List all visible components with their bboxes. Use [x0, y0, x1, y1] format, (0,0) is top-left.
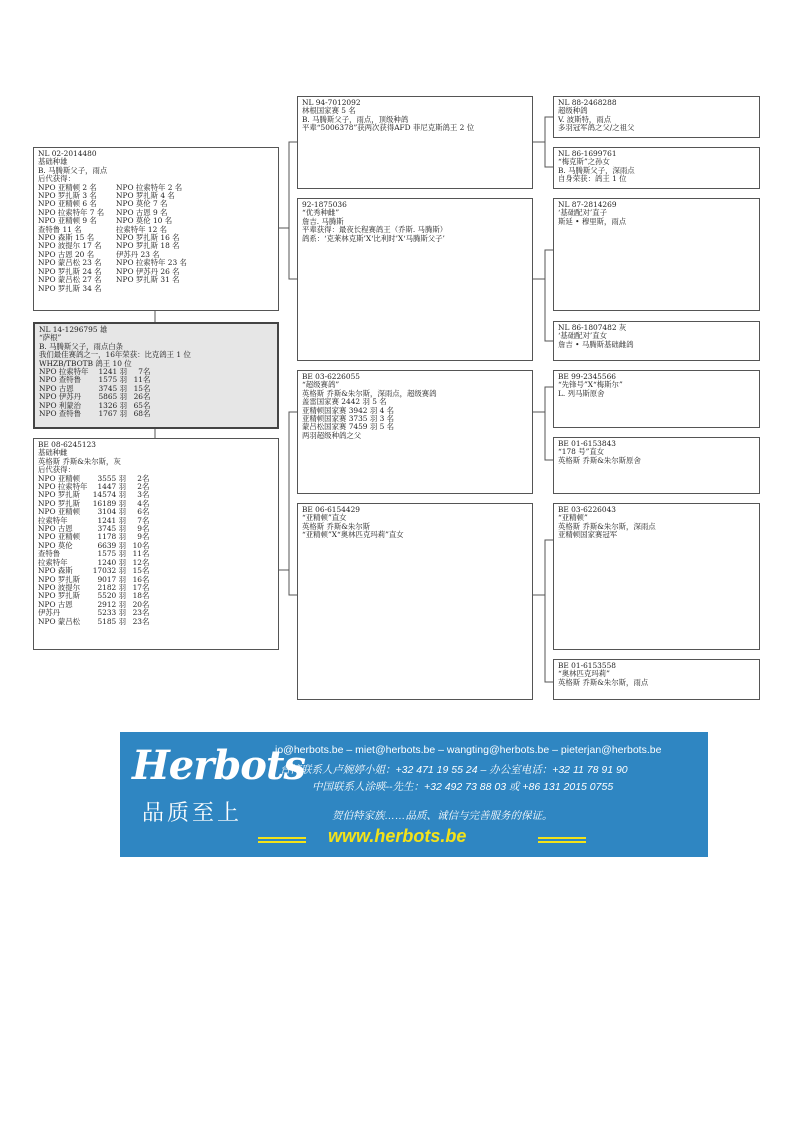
ring-number: NL 88-2468288 — [558, 98, 617, 107]
pedigree-line: 英格斯 乔斯&朱尔斯，雨点 — [558, 677, 649, 687]
banner-phone-china: 中国联系人涂暎--先生：+32 492 73 88 03 或 +86 131 2015 0755 — [312, 781, 614, 793]
dam-line: 英格斯 乔斯&朱尔斯，灰 — [38, 456, 121, 466]
pedigree-line: 蒙吕松国家赛 7459 羽 5 名 — [302, 422, 395, 432]
result-cell: 名 — [142, 557, 150, 567]
great-grandparent-card-1 — [553, 96, 760, 138]
pedigree-line: 两羽超级种鸽之父 — [302, 430, 362, 440]
result-cell: 1447 羽 — [97, 482, 126, 492]
pedigree-line: 盖雷国家赛 2442 羽 5 名 — [302, 397, 387, 407]
result-cell: 11 — [132, 549, 142, 559]
result-cell: 拉索特年 — [38, 515, 68, 525]
result-cell: 查特鲁 11 名 — [38, 224, 82, 234]
pedigree-line: “奥林匹克玛莉” — [558, 669, 610, 679]
pedigree-line: “亚精顿” — [558, 513, 588, 523]
banner-divider-right — [538, 837, 586, 839]
pedigree-line: 平辈获得：最夜长程赛鸽王（乔斯. 马腾斯） — [302, 225, 448, 235]
result-cell: 4 — [137, 498, 142, 508]
pedigree-line: ‘基础配对’直女 — [558, 331, 608, 341]
result-cell: 17 — [132, 582, 142, 592]
great-grandparent-card-8 — [553, 659, 760, 700]
ring-number: BE 99-2345566 — [558, 372, 616, 381]
result-cell: 20 — [132, 599, 142, 609]
grandsire-maternal-card — [297, 370, 533, 494]
herbots-logo: Herbots — [132, 742, 305, 789]
subject-line: 我们最佳赛鸽之一，16年荣获：比克鸽王 1 位 — [39, 350, 191, 360]
result-cell: 1241 羽 — [98, 367, 127, 377]
result-cell: 名 — [143, 409, 151, 419]
dam-line: 基础种雌 — [38, 448, 68, 458]
pedigree-line: V. 波斯特，雨点 — [558, 114, 612, 124]
result-cell: 3745 羽 — [97, 524, 126, 534]
result-cell: 名 — [142, 473, 150, 483]
result-cell: NPO 罗扎斯 — [38, 574, 81, 584]
result-cell: 15 — [132, 566, 142, 576]
great-grandparent-card-7 — [553, 503, 760, 650]
result-cell: NPO 罗扎斯 24 名 — [38, 266, 102, 276]
result-cell: 9 — [137, 532, 142, 542]
result-cell: 伊苏丹 — [38, 608, 61, 618]
result-cell: 1241 羽 — [97, 515, 126, 525]
result-cell: 名 — [142, 574, 150, 584]
result-cell: NPO 查特鲁 — [39, 409, 82, 419]
result-cell: NPO 伊苏丹 26 名 — [116, 266, 180, 276]
result-cell: 名 — [142, 498, 150, 508]
result-cell: 6639 羽 — [97, 540, 126, 550]
result-cell: 名 — [143, 367, 151, 377]
result-cell: 名 — [143, 375, 151, 385]
pedigree-line: 鸽系：‘克莱林克斯’X‘比利时’X‘马腾斯父子’ — [302, 233, 445, 243]
result-cell: 3 — [137, 490, 142, 500]
result-cell: 10 — [132, 540, 142, 550]
result-cell: 5865 羽 — [98, 392, 127, 402]
result-cell: NPO 罗扎斯 — [38, 591, 81, 601]
result-cell: NPO 亚精顿 6 名 — [38, 199, 97, 209]
subject-ring-number: NL 14-1296795 雄 — [39, 325, 108, 334]
result-cell: 3555 羽 — [97, 473, 126, 483]
result-cell: 17032 羽 — [92, 566, 126, 576]
result-cell: 伊苏丹 23 名 — [116, 249, 160, 259]
result-cell: 名 — [142, 524, 150, 534]
result-cell: 3104 羽 — [97, 507, 126, 517]
pedigree-line: “优秀种雌” — [302, 208, 340, 218]
result-cell: 16 — [132, 574, 142, 584]
pedigree-line: B. 马腾斯父子，深雨点 — [558, 165, 635, 175]
result-cell: NPO 罗扎斯 3 名 — [38, 191, 97, 201]
result-cell: 拉索特年 — [38, 557, 68, 567]
sire-results — [38, 184, 274, 293]
subject-results — [39, 368, 273, 418]
pedigree-line: 詹吉 • 马腾斯基础雌鸽 — [558, 339, 634, 349]
result-cell: NPO 亚精顿 — [38, 507, 81, 517]
subject-card — [33, 322, 279, 429]
subject-line: B. 马腾斯父子，雨点白条 — [39, 341, 124, 351]
sire-line: 后代获得： — [38, 174, 75, 184]
granddam-paternal-card — [297, 198, 533, 361]
ring-number: BE 03-6226055 — [302, 372, 360, 381]
sire-line: B. 马腾斯父子，雨点 — [38, 165, 108, 175]
pedigree-line: B. 马腾斯父子，雨点，顶级种鸽 — [302, 114, 409, 124]
result-cell: NPO 亚精顿 9 名 — [38, 216, 97, 226]
result-cell: NPO 罗扎斯 4 名 — [116, 191, 175, 201]
result-cell: 2 — [137, 473, 142, 483]
result-cell: 68 — [133, 409, 143, 419]
result-cell: 名 — [143, 400, 151, 410]
pedigree-line: “超级赛鸽” — [302, 380, 340, 390]
result-cell: 14574 羽 — [92, 490, 126, 500]
banner-website-link[interactable]: www.herbots.be — [328, 826, 467, 846]
ring-number: NL 94-7012092 — [302, 98, 361, 107]
pedigree-line: 多羽冠军鸽之父/之祖父 — [558, 123, 635, 133]
great-grandparent-card-6 — [553, 437, 760, 494]
dam-line: 后代获得： — [38, 465, 75, 475]
pedigree-line: “先锋号”X“梅斯尔” — [558, 380, 623, 390]
banner-phone-taiwan: 台湾联系人卢婉婷小姐：+32 471 19 55 24 – 办公室电话：+32 11 78 91 90 — [280, 764, 628, 776]
result-cell: 名 — [142, 566, 150, 576]
result-cell: NPO 亚精顿 2 名 — [38, 182, 97, 192]
result-cell: NPO 森斯 — [38, 566, 73, 576]
banner-slogan: 品质至上 — [142, 800, 243, 825]
result-cell: 5233 羽 — [97, 608, 126, 618]
pedigree-line: 英格斯 乔斯&朱尔斯原舍 — [558, 455, 641, 465]
result-cell: NPO 莫伦 7 名 — [116, 199, 168, 209]
result-cell: 名 — [142, 608, 150, 618]
result-cell: 名 — [142, 507, 150, 517]
result-cell: NPO 亚精顿 — [38, 473, 81, 483]
result-cell: 1575 羽 — [97, 549, 126, 559]
result-cell: 名 — [142, 540, 150, 550]
sire-ring-number: NL 02-2014480 — [38, 149, 97, 158]
banner-emails[interactable]: jo@herbots.be – miet@herbots.be – wangting@herbots.be – pieterjan@herbots.be — [275, 744, 662, 756]
result-cell: 5520 羽 — [97, 591, 126, 601]
result-cell: 名 — [142, 515, 150, 525]
result-cell: 拉索特年 12 名 — [116, 224, 168, 234]
result-cell: 23 — [132, 616, 142, 626]
subject-line: WHZB/TBOTB 鸽王 10 位 — [39, 358, 132, 368]
result-cell: 1767 羽 — [98, 409, 127, 419]
ring-number: BE 01-6153843 — [558, 439, 616, 448]
result-cell: NPO 罗扎斯 34 名 — [38, 283, 102, 293]
result-cell: NPO 罗扎斯 31 名 — [116, 275, 180, 285]
result-cell: 9 — [137, 524, 142, 534]
result-cell: NPO 蒙吕松 — [38, 616, 81, 626]
dam-results — [38, 475, 274, 626]
result-cell: NPO 罗扎斯 — [38, 498, 81, 508]
result-cell: 名 — [142, 599, 150, 609]
result-cell: 7 — [138, 367, 143, 377]
ring-number: NL 87-2814269 — [558, 200, 617, 209]
result-cell: 名 — [143, 383, 151, 393]
granddam-maternal-card — [297, 503, 533, 700]
result-cell: 12 — [132, 557, 142, 567]
result-cell: 名 — [142, 532, 150, 542]
result-cell: 名 — [142, 490, 150, 500]
pedigree-line: 自身荣获：鸽王 1 位 — [558, 174, 627, 184]
result-cell: NPO 波提尔 17 名 — [38, 241, 102, 251]
banner-motto: 贺伯特家族……品质、诚信与完善服务的保证。 — [332, 810, 553, 822]
pedigree-line: 超级种鸽 — [558, 106, 588, 116]
pedigree-line: 斯延 • 穆里斯，雨点 — [558, 216, 627, 226]
dam-ring-number: BE 08-6245123 — [38, 440, 96, 449]
herbots-banner — [120, 732, 708, 857]
result-cell: 11 — [133, 375, 143, 385]
result-cell: 26 — [133, 392, 143, 402]
result-cell: 5185 羽 — [97, 616, 126, 626]
pedigree-line: 林根国家赛 5 名 — [302, 106, 356, 116]
great-grandparent-card-2 — [553, 147, 760, 189]
result-cell: NPO 波提尔 — [38, 582, 81, 592]
result-cell: 65 — [133, 400, 143, 410]
dam-card — [33, 438, 279, 650]
pedigree-line: 詹吉. 马腾斯 — [302, 216, 344, 226]
pedigree-line: 英格斯 乔斯&朱尔斯 — [302, 521, 371, 531]
pedigree-line: 英格斯 乔斯&朱尔斯，深雨点，超级赛鸽 — [302, 388, 437, 398]
pedigree-line: 亚精顿国家赛 3942 羽 4 名 — [302, 405, 395, 415]
result-cell: 名 — [142, 582, 150, 592]
result-cell: NPO 罗扎斯 — [38, 490, 81, 500]
result-cell: 23 — [132, 608, 142, 618]
great-grandparent-card-3 — [553, 198, 760, 311]
result-cell: NPO 古恩 9 名 — [116, 207, 168, 217]
pedigree-line: 平辈“5006378”获两次获得AFD 菲尼克斯鸽王 2 位 — [302, 123, 475, 133]
grandsire-paternal-card — [297, 96, 533, 189]
result-cell: 2912 羽 — [97, 599, 126, 609]
result-cell: NPO 蒙吕松 23 名 — [38, 258, 102, 268]
result-cell: 6 — [137, 507, 142, 517]
result-cell: 1326 羽 — [98, 400, 127, 410]
sire-card — [33, 147, 279, 311]
pedigree-line: 英格斯 乔斯&朱尔斯，深雨点 — [558, 521, 656, 531]
result-cell: 2 — [137, 482, 142, 492]
great-grandparent-card-4 — [553, 321, 760, 361]
result-cell: 名 — [142, 482, 150, 492]
result-cell: NPO 蒙吕松 27 名 — [38, 275, 102, 285]
pedigree-line: 亚精顿国家赛 3735 羽 3 名 — [302, 414, 395, 424]
ring-number: 92-1875036 — [302, 200, 347, 209]
pedigree-line: “梅克斯”之孙女 — [558, 157, 610, 167]
result-cell: NPO 罗扎斯 16 名 — [116, 233, 180, 243]
result-cell: NPO 拉索特年 2 名 — [116, 182, 183, 192]
result-cell: NPO 古恩 — [38, 599, 73, 609]
result-cell: NPO 亚精顿 — [38, 532, 81, 542]
subject-line: “萨根” — [39, 333, 62, 343]
result-cell: 名 — [143, 392, 151, 402]
result-cell: NPO 古恩 — [38, 524, 73, 534]
ring-number: BE 01-6153558 — [558, 661, 616, 670]
result-cell: 1178 羽 — [97, 532, 126, 542]
result-cell: 3745 羽 — [98, 383, 127, 393]
result-cell: 18 — [132, 591, 142, 601]
result-cell: NPO 罗扎斯 18 名 — [116, 241, 180, 251]
pedigree-line: ‘基础配对’直子 — [558, 208, 608, 218]
result-cell: NPO 莫伦 — [38, 540, 73, 550]
pedigree-line: 亚精顿国家赛冠军 — [558, 530, 618, 540]
result-cell: NPO 利蒙治 — [39, 400, 82, 410]
result-cell: NPO 森斯 15 名 — [38, 233, 95, 243]
pedigree-line: “178 号”直女 — [558, 447, 605, 457]
result-cell: NPO 查特鲁 — [39, 375, 82, 385]
result-cell: 查特鲁 — [38, 549, 61, 559]
result-cell: 名 — [142, 549, 150, 559]
ring-number: BE 06-6154429 — [302, 505, 360, 514]
banner-divider-left — [258, 837, 306, 839]
ring-number: BE 03-6226043 — [558, 505, 616, 514]
result-cell: NPO 古恩 — [39, 383, 74, 393]
result-cell: NPO 拉索特年 7 名 — [38, 207, 105, 217]
result-cell: 16189 羽 — [92, 498, 126, 508]
result-cell: 2182 羽 — [97, 582, 126, 592]
result-cell: NPO 拉索特年 — [39, 367, 89, 377]
result-cell: 名 — [142, 616, 150, 626]
great-grandparent-card-5 — [553, 370, 760, 428]
result-cell: 15 — [133, 383, 143, 393]
result-cell: 1240 羽 — [97, 557, 126, 567]
result-cell: 7 — [137, 515, 142, 525]
result-cell: NPO 拉索特年 23 名 — [116, 258, 187, 268]
result-cell: NPO 古恩 20 名 — [38, 249, 95, 259]
result-cell: 9017 羽 — [97, 574, 126, 584]
result-cell: NPO 拉索特年 — [38, 482, 88, 492]
sire-line: 基础种雄 — [38, 157, 68, 167]
result-cell: 名 — [142, 591, 150, 601]
pedigree-line: L. 列马斯原舍 — [558, 388, 605, 398]
ring-number: NL 86-1699761 — [558, 149, 617, 158]
result-cell: NPO 伊苏丹 — [39, 392, 82, 402]
result-cell — [116, 285, 196, 293]
pedigree-line: “亚精顿”X“奥林匹克玛莉”直女 — [302, 530, 404, 540]
result-cell: NPO 莫伦 10 名 — [116, 216, 173, 226]
ring-number: NL 86-1807482 灰 — [558, 323, 627, 332]
pedigree-line: “亚精顿”直女 — [302, 513, 347, 523]
result-cell: 1575 羽 — [98, 375, 127, 385]
